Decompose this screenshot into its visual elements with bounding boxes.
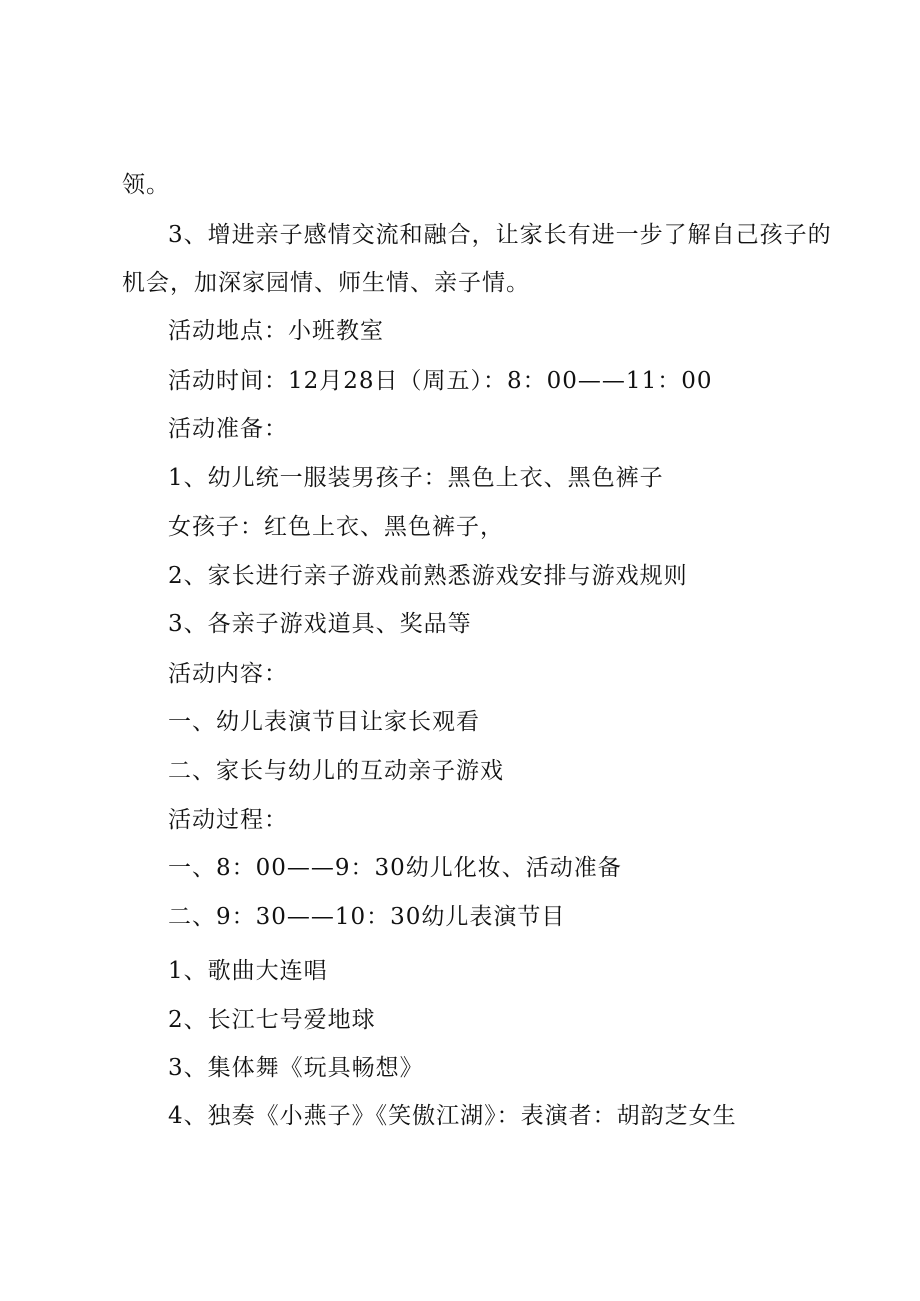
text-line: 一、8：00——9：30幼儿化妆、活动准备 (168, 855, 622, 881)
text-line: 2、家长进行亲子游戏前熟悉游戏安排与游戏规则 (168, 563, 688, 589)
text-line: 3、增进亲子感情交流和融合，让家长有进一步了解自己孩子的 (168, 222, 832, 248)
text-line: 4、独奏《小燕子》《笑傲江湖》：表演者：胡韵芝女生 (168, 1103, 737, 1129)
text-line: 一、幼儿表演节目让家长观看 (168, 709, 480, 735)
text-line: 活动时间：12月28日（周五）：8：00——11：00 (168, 368, 713, 394)
text-line: 活动准备： (168, 416, 288, 442)
text-line: 1、歌曲大连唱 (168, 958, 328, 984)
text-line: 3、集体舞《玩具畅想》 (168, 1055, 424, 1081)
text-line: 活动内容： (168, 661, 288, 687)
text-line: 二、9：30——10：30幼儿表演节目 (168, 904, 566, 930)
text-line: 3、各亲子游戏道具、奖品等 (168, 611, 472, 637)
text-line: 活动过程： (168, 807, 288, 833)
text-line: 女孩子：红色上衣、黑色裤子， (168, 514, 504, 540)
text-line: 机会，加深家园情、师生情、亲子情。 (122, 270, 530, 296)
text-line: 二、家长与幼儿的互动亲子游戏 (168, 758, 504, 784)
text-line: 1、幼儿统一服装男孩子：黑色上衣、黑色裤子 (168, 465, 664, 491)
text-line: 活动地点：小班教室 (168, 318, 384, 344)
text-line: 2、长江七号爱地球 (168, 1007, 376, 1033)
text-line: 领。 (122, 172, 170, 198)
